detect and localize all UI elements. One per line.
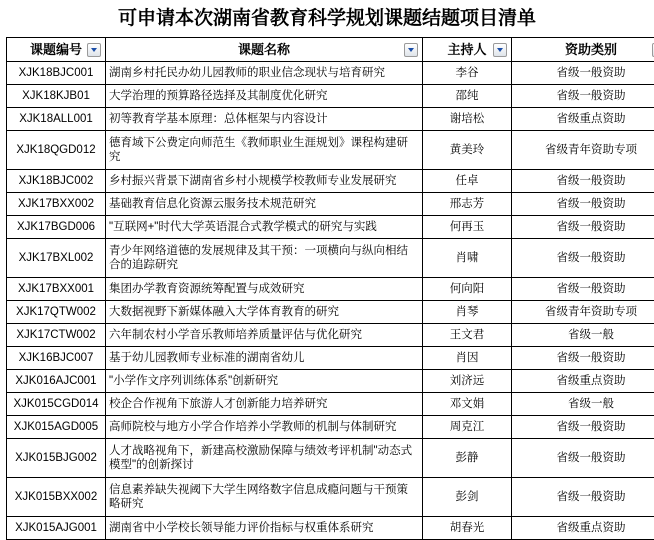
cell-name: 湖南省中小学校长领导能力评价指标与权重体系研究: [106, 517, 423, 540]
cell-host: 肖啸: [423, 239, 512, 278]
cell-code: XJK18BJC002: [7, 170, 106, 193]
cell-fund: 省级重点资助: [512, 517, 654, 540]
cell-code: XJK015AJG001: [7, 517, 106, 540]
cell-name: 大数据视野下新媒体融入大学体育教育的研究: [106, 301, 423, 324]
cell-name: 湖南乡村托民办幼儿园教师的职业信念现状与培育研究: [106, 62, 423, 85]
cell-code: XJK17BGD006: [7, 216, 106, 239]
cell-code: XJK17BXX002: [7, 193, 106, 216]
cell-host: 谢培松: [423, 108, 512, 131]
cell-code: XJK015AGD005: [7, 416, 106, 439]
table-row: [7, 216, 654, 239]
table-row: [7, 108, 654, 131]
cell-code: XJK18QGD012: [7, 131, 106, 170]
table-header: [7, 38, 654, 62]
cell-name: 校企合作视角下旅游人才创新能力培养研究: [106, 393, 423, 416]
table-row: [7, 239, 654, 278]
column-header-fund-label: 资助类别: [565, 43, 617, 57]
cell-code: XJK16BJC007: [7, 347, 106, 370]
cell-fund: 省级一般资助: [512, 347, 654, 370]
project-list-table: [6, 37, 654, 540]
cell-code: XJK17BXL002: [7, 239, 106, 278]
cell-fund: 省级一般: [512, 324, 654, 347]
table-row: [7, 439, 654, 478]
table-row: [7, 324, 654, 347]
cell-code: XJK015BXX002: [7, 478, 106, 517]
cell-name: 大学治理的预算路径选择及其制度优化研究: [106, 85, 423, 108]
cell-host: 黄美玲: [423, 131, 512, 170]
cell-code: XJK18KJB01: [7, 85, 106, 108]
table-row: [7, 416, 654, 439]
cell-code: XJK17BXX001: [7, 278, 106, 301]
filter-dropdown-icon-code[interactable]: [87, 43, 101, 57]
cell-host: 周克江: [423, 416, 512, 439]
cell-fund: 省级一般资助: [512, 62, 654, 85]
cell-name: 德育域下公费定向师范生《教师职业生涯规划》课程构建研究: [106, 131, 423, 170]
cell-code: XJK17CTW002: [7, 324, 106, 347]
cell-fund: 省级青年资助专项: [512, 301, 654, 324]
cell-host: 彭剑: [423, 478, 512, 517]
cell-code: XJK016AJC001: [7, 370, 106, 393]
cell-name: "互联网+"时代大学英语混合式教学模式的研究与实践: [106, 216, 423, 239]
table-row: [7, 62, 654, 85]
cell-host: 彭静: [423, 439, 512, 478]
column-header-fund[interactable]: [512, 38, 654, 62]
cell-fund: 省级青年资助专项: [512, 131, 654, 170]
cell-host: 何再玉: [423, 216, 512, 239]
table-row: [7, 85, 654, 108]
table-row: [7, 478, 654, 517]
cell-host: 王文君: [423, 324, 512, 347]
column-header-code[interactable]: [7, 38, 106, 62]
cell-fund: 省级重点资助: [512, 370, 654, 393]
cell-fund: 省级一般: [512, 393, 654, 416]
filter-dropdown-icon-name[interactable]: [404, 43, 418, 57]
cell-fund: 省级一般资助: [512, 170, 654, 193]
cell-fund: 省级一般资助: [512, 416, 654, 439]
cell-host: 邵纯: [423, 85, 512, 108]
cell-fund: 省级一般资助: [512, 193, 654, 216]
cell-code: XJK18BJC001: [7, 62, 106, 85]
cell-host: 邢志芳: [423, 193, 512, 216]
table-row: [7, 370, 654, 393]
column-header-name[interactable]: [106, 38, 423, 62]
cell-host: 李谷: [423, 62, 512, 85]
cell-code: XJK015BJG002: [7, 439, 106, 478]
cell-fund: 省级重点资助: [512, 108, 654, 131]
cell-name: 基础教育信息化资源云服务技术规范研究: [106, 193, 423, 216]
table-body: [7, 62, 654, 540]
cell-host: 何向阳: [423, 278, 512, 301]
cell-name: 基于幼儿园教师专业标准的湖南省幼儿: [106, 347, 423, 370]
cell-name: 青少年网络道德的发展规律及其干预：一项横向与纵向相结合的追踪研究: [106, 239, 423, 278]
cell-fund: 省级一般资助: [512, 278, 654, 301]
cell-host: 胡春光: [423, 517, 512, 540]
cell-host: 刘济远: [423, 370, 512, 393]
cell-name: 信息素养缺失视阈下大学生网络数字信息成瘾问题与干预策略研究: [106, 478, 423, 517]
cell-host: 任卓: [423, 170, 512, 193]
table-row: [7, 131, 654, 170]
cell-fund: 省级一般资助: [512, 85, 654, 108]
cell-name: 六年制农村小学音乐教师培养质量评估与优化研究: [106, 324, 423, 347]
cell-host: 邓文娟: [423, 393, 512, 416]
cell-name: 初等教育学基本原理：总体框架与内容设计: [106, 108, 423, 131]
cell-name: "小学作文序列训练体系"创新研究: [106, 370, 423, 393]
cell-name: 集团办学教育资源统筹配置与成效研究: [106, 278, 423, 301]
table-row: [7, 170, 654, 193]
column-header-host-label: 主持人: [447, 43, 486, 57]
cell-name: 高师院校与地方小学合作培养小学教师的机制与体制研究: [106, 416, 423, 439]
table-row: [7, 347, 654, 370]
table-row: [7, 393, 654, 416]
column-header-code-label: 课题编号: [30, 43, 82, 57]
cell-fund: 省级一般资助: [512, 478, 654, 517]
cell-code: XJK015CGD014: [7, 393, 106, 416]
column-header-host[interactable]: [423, 38, 512, 62]
cell-code: XJK18ALL001: [7, 108, 106, 131]
table-header-row: [7, 38, 654, 62]
cell-fund: 省级一般资助: [512, 239, 654, 278]
cell-host: 肖琴: [423, 301, 512, 324]
cell-name: 人才战略视角下，新建高校激励保障与绩效考评机制"动态式模型"的创新探讨: [106, 439, 423, 478]
page-title: 可申请本次湖南省教育科学规划课题结题项目清单: [6, 6, 648, 32]
column-header-name-label: 课题名称: [238, 43, 290, 57]
cell-host: 肖因: [423, 347, 512, 370]
table-row: [7, 301, 654, 324]
cell-fund: 省级一般资助: [512, 216, 654, 239]
table-row: [7, 517, 654, 540]
cell-fund: 省级一般资助: [512, 439, 654, 478]
table-row: [7, 278, 654, 301]
table-row: [7, 193, 654, 216]
filter-dropdown-icon-host[interactable]: [493, 43, 507, 57]
cell-name: 乡村振兴背景下湖南省乡村小规模学校教师专业发展研究: [106, 170, 423, 193]
cell-code: XJK17QTW002: [7, 301, 106, 324]
